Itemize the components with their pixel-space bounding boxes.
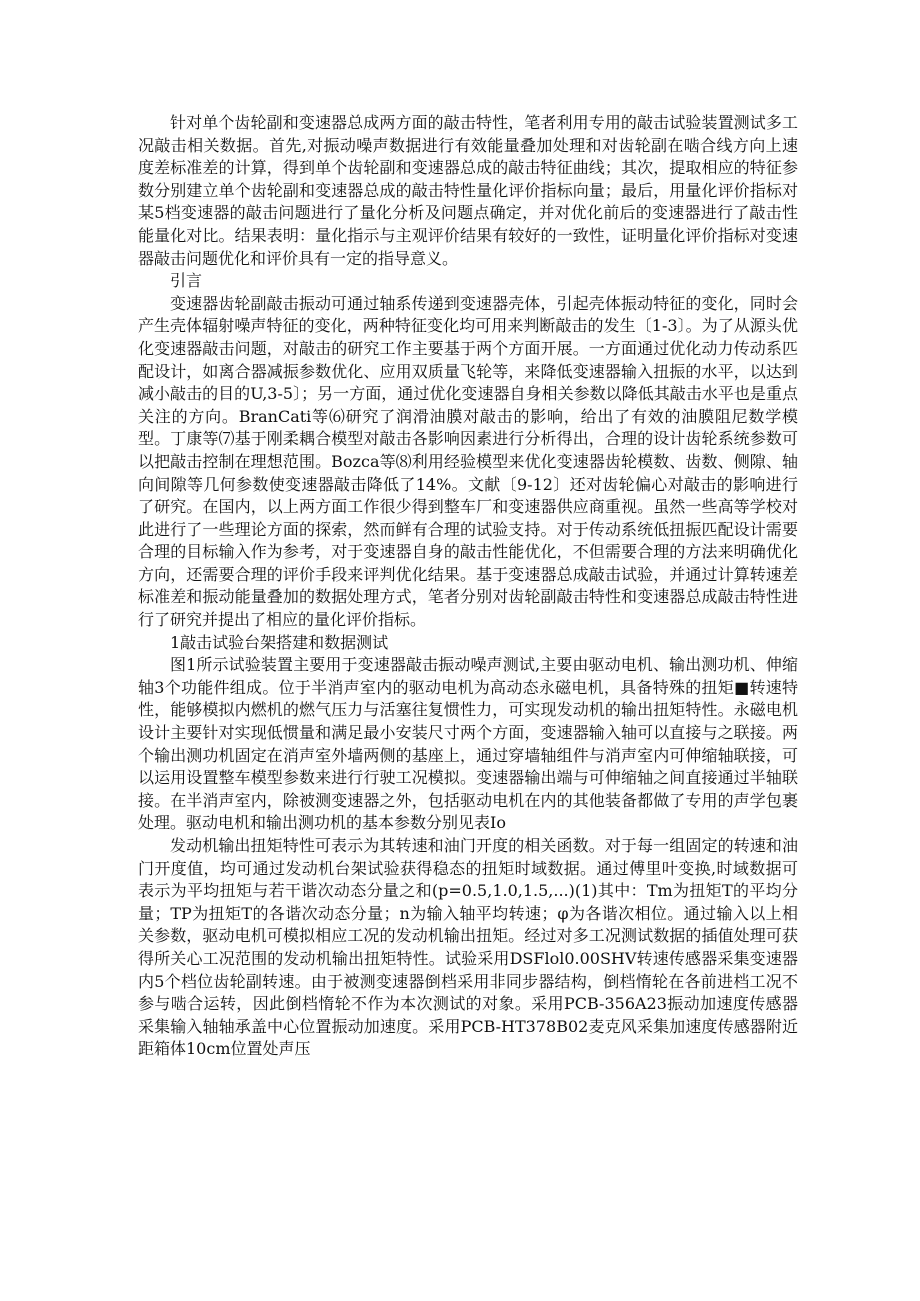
introduction-paragraph: 变速器齿轮副敲击振动可通过轴系传递到变速器壳体，引起壳体振动特征的变化，同时会产生壳体辐射噪声特征的变化，两种特征变化均可用来判断敲击的发生〔1-3〕。为了从源头优化变速器敲击问题，对敲击的研究工作主要基于两个方面开展。一方面通过优化动力传动系匹配设计，如离合器减振参数优化、应用双质量飞轮等，来降低变速器输入扭振的水平，以达到减小敲击的目的U,3-5〕；另一方面，通过优化变速器自身相关参数以降低其敲击水平也是重点关注的方向。BranCati等⑹研究了润滑油膜对敲击的影响，给出了有效的油膜阻尼数学模型。丁康等⑺基于刚柔耦合模型对敲击各影响因素进行分析得出，合理的设计齿轮系统参数可以把敲击控制在理想范围。Bozca等⑻利用经验模型来优化变速器齿轮模数、齿数、侧隙、轴向间隙等几何参数使变速器敲击降低了14%。文献〔9-12〕还对齿轮偏心对敲击的影响进行了研究。在国内，以上两方面工作很少得到整车厂和变速器供应商重视。虽然一些高等学校对此进行了一些理论方面的探索，然而鲜有合理的试验支持。对于传动系统低扭振匹配设计需要合理的目标输入作为参考，对于变速器自身的敲击性能优化，不但需要合理的方法来明确优化方向，还需要合理的评价手段来评判优化结果。基于变速器总成敲击试验，并通过计算转速差标准差和振动能量叠加的数据处理方式，笔者分别对齿轮副敲击特性和变速器总成敲击特性进行了研究并提出了相应的量化评价指标。 xyxy=(138,293,798,630)
test-bench-paragraph: 图1所示试验装置主要用于变速器敲击振动噪声测试,主要由驱动电机、输出测功机、伸缩轴3个功能件组成。位于半消声室内的驱动电机为高动态永磁电机，具备特殊的扭矩■转速特性，能够模拟内燃机的燃气压力与活塞往复惯性力，可实现发动机的输出扭矩特性。永磁电机设计主要针对实现低惯量和满足最小安装尺寸两个方面，变速器输入轴可以直接与之联接。两个输出测功机固定在消声室外墙两侧的基座上，通过穿墙轴组件与消声室内可伸缩轴联接，可以运用设置整车模型参数来进行行驶工况模拟。变速器输出端与可伸缩轴之间直接通过半轴联接。在半消声室内，除被测变速器之外，包括驱动电机在内的其他装备都做了专用的声学包裹处理。驱动电机和输出测功机的基本参数分别见表Io xyxy=(138,655,798,833)
section-heading-test-bench: 1敲击试验台架搭建和数据测试 xyxy=(170,632,389,652)
engine-torque-paragraph: 发动机输出扭矩特性可表示为其转速和油门开度的相关函数。对于每一组固定的转速和油门开度值，均可通过发动机台架试验获得稳态的扭矩时域数据。通过傅里叶变换,时域数据可表示为平均扭矩与若干谐次动态分量之和(p=0.5,1.0,1.5,...)(1)其中：Tm为扭矩T的平均分量；TP为扭矩T的各谐次动态分量；n为输入轴平均转速；φ为各谐次相位。通过输入以上相关参数，驱动电机可模拟相应工况的发动机输出扭矩。经过对多工况测试数据的插值处理可获得所关心工况范围的发动机输出扭矩特性。试验采用DSFlol0.00SHV转速传感器采集变速器内5个档位齿轮副转速。由于被测变速器倒档采用非同步器结构，倒档惰轮在各前进档工况不参与啮合运转，因此倒档惰轮不作为本次测试的对象。采用PCB-356A23振动加速度传感器采集输入轴轴承盖中心位置振动加速度。采用PCB-HT378B02麦克风采集加速度传感器附近距箱体10cm位置处声压 xyxy=(138,836,798,1059)
document-body xyxy=(138,112,798,1061)
section-heading-introduction: 引言 xyxy=(170,271,203,291)
abstract-paragraph: 针对单个齿轮副和变速器总成两方面的敲击特性，笔者利用专用的敲击试验装置测试多工况敲击相关数据。首先,对振动噪声数据进行有效能量叠加处理和对齿轮副在啮合线方向上速度差标准差的计算，得到单个齿轮副和变速器总成的敲击特征曲线；其次，提取相应的特征参数分别建立单个齿轮副和变速器总成的敲击特性量化评价指标向量；最后，用量化评价指标对某5档变速器的敲击问题进行了量化分析及问题点确定，并对优化前后的变速器进行了敲击性能量化对比。结果表明：量化指示与主观评价结果有较好的一致性，证明量化评价指标对变速器敲击问题优化和评价具有一定的指导意义。 xyxy=(138,113,798,268)
